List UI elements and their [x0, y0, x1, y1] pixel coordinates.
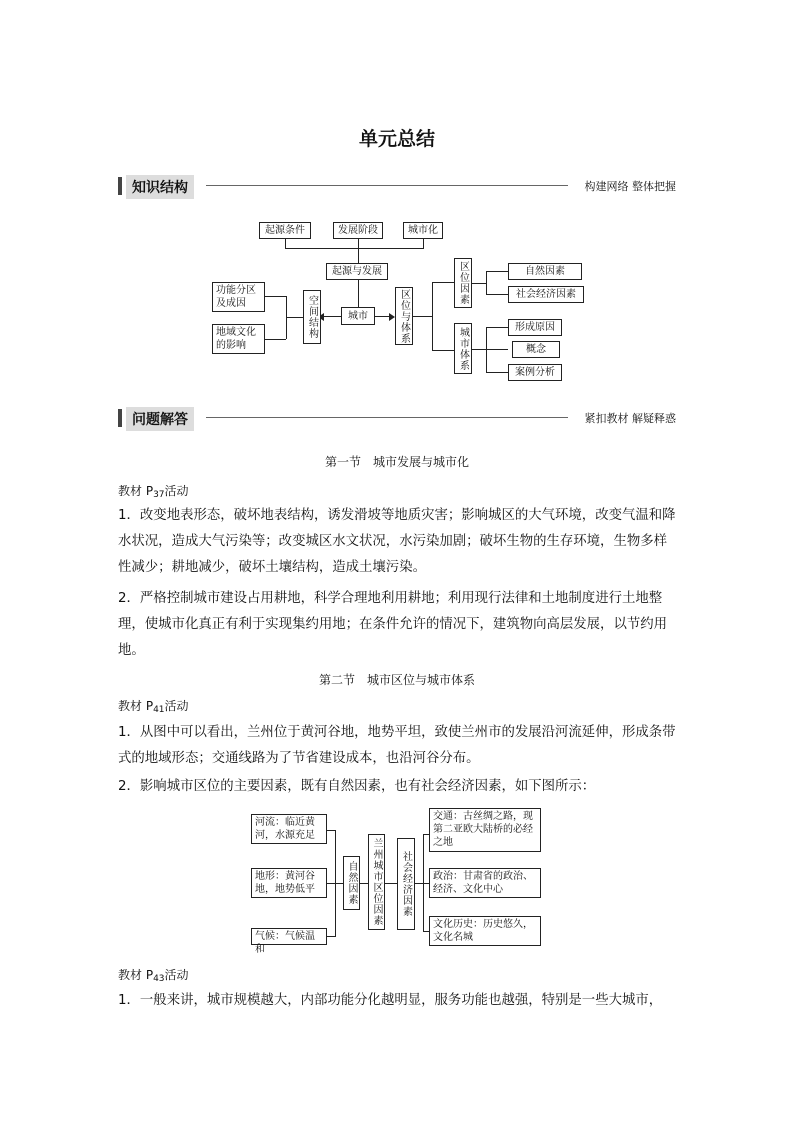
connector	[486, 349, 508, 350]
node-climate-text: 气候：气候温和	[255, 931, 315, 955]
section2-paragraph-1: 1．从图中可以看出，兰州位于黄河谷地，地势平坦，致使兰州市的发展沿河流延伸，形成条带式的地域形态；交通线路为了节省建设成本，也沿河谷分布。	[118, 725, 676, 766]
node-climate	[251, 928, 327, 955]
node-politics	[429, 868, 541, 898]
node-regional-culture-text: 地域文化的影响	[216, 327, 256, 351]
connector	[432, 282, 433, 350]
connector	[285, 239, 286, 248]
node-lanzhou: 兰州城市区位因素	[368, 834, 385, 930]
page-title: 单元总结	[358, 128, 435, 150]
node-regional-culture	[212, 324, 265, 354]
connector	[327, 830, 335, 831]
section3-textbook-label	[118, 966, 189, 984]
node-concept: 概念	[512, 341, 560, 358]
node-origin-conditions: 起源条件	[259, 222, 311, 239]
label-prefix: 教材 P	[118, 484, 154, 498]
connector	[423, 239, 424, 248]
section1-paragraph-2: 2．严格控制城市建设占用耕地，科学合理地利用耕地；利用现行法律和土地制度进行土地整理，使城市化真正有利于实现集约用地；在条件允许的情况下，建筑物向高层发展，以节约用地。	[118, 591, 668, 658]
node-location-factors: 区位因素	[454, 258, 472, 308]
node-formation: 形成原因	[508, 319, 562, 336]
node-river	[251, 814, 327, 844]
connector	[327, 883, 335, 884]
node-culture	[429, 916, 541, 946]
section-label: 问题解答	[126, 407, 194, 431]
connector	[286, 317, 303, 318]
label-suffix: 活动	[164, 968, 189, 982]
node-politics-text: 政治：甘肃省的政治、经济、文化中心	[433, 871, 533, 895]
node-location-system: 区位与体系	[395, 287, 413, 345]
node-river-text: 河流：临近黄河，水源充足	[255, 817, 315, 841]
node-city-system: 城市体系	[454, 323, 472, 374]
connector	[472, 283, 486, 284]
connector	[286, 296, 287, 339]
node-urbanization: 城市化	[403, 222, 443, 239]
connector	[486, 271, 508, 272]
label-prefix: 教材 P	[118, 699, 154, 713]
node-transport	[429, 808, 541, 852]
node-case: 案例分析	[508, 364, 562, 381]
section2-paragraph-2: 2．影响城市区位的主要因素，既有自然因素，也有社会经济因素，如下图所示：	[118, 779, 596, 794]
connector	[385, 883, 397, 884]
node-origin-dev: 起源与发展	[326, 263, 388, 280]
connector	[486, 294, 508, 295]
section1-textbook-label	[118, 482, 189, 500]
node-func-zone	[212, 282, 265, 312]
connector	[327, 936, 335, 937]
section-label: 知识结构	[126, 175, 194, 199]
connector	[486, 372, 508, 373]
section3-paragraph-1: 1．一般来讲，城市规模越大，内部功能分化越明显，服务功能也越强，特别是一些大城市，	[118, 993, 663, 1008]
section-header-qa	[118, 406, 676, 430]
node-culture-text: 文化历史：历史悠久，文化名城	[433, 919, 533, 943]
connector	[265, 296, 286, 297]
node-dev-stage: 发展阶段	[333, 222, 383, 239]
connector	[432, 282, 454, 283]
section2-textbook-label	[118, 697, 189, 715]
connector	[335, 883, 343, 884]
node-spatial-structure: 空间结构	[303, 290, 321, 344]
connector	[322, 316, 341, 317]
section-header-knowledge	[118, 174, 676, 198]
node-socioeconomic-factors: 社会经济因素	[508, 286, 584, 303]
node-transport-text: 交通：古丝绸之路，现第二亚欧大陆桥的必经之地	[433, 811, 533, 848]
node-socio: 社会经济因素	[397, 838, 415, 930]
section-bar	[118, 409, 122, 427]
section-tag: 紧扣教材 解疑释惑	[584, 412, 676, 425]
connector	[285, 248, 424, 249]
label-suffix: 活动	[164, 484, 189, 498]
connector	[472, 349, 486, 350]
node-city: 城市	[341, 307, 375, 325]
connector	[375, 316, 390, 317]
connector	[486, 271, 487, 294]
connector	[486, 327, 508, 328]
node-terrain-text: 地形：黄河谷地，地势低平	[255, 871, 315, 895]
label-suffix: 活动	[164, 699, 189, 713]
node-natural-factors: 自然因素	[508, 263, 582, 280]
label-prefix: 教材 P	[118, 968, 154, 982]
section-bar	[118, 177, 122, 195]
label-page: 43	[153, 974, 165, 984]
section-rule	[206, 185, 568, 186]
label-page: 37	[153, 490, 165, 500]
connector	[265, 339, 286, 340]
label-page: 41	[153, 705, 165, 715]
node-natural: 自然因素	[343, 856, 360, 910]
section-tag: 构建网络 整体把握	[584, 180, 676, 193]
connector	[432, 350, 454, 351]
section-rule	[206, 417, 568, 418]
connector	[358, 280, 359, 307]
section1-paragraph-1: 1．改变地表形态，破坏地表结构，诱发滑坡等地质灾害；影响城区的大气环境，改变气温和降水状况，造成大气污染等；改变城区水文状况，水污染加剧；破坏生物的生存环境，生物多样性减少；耕地减少，破坏土壤结构，造成土壤污染。	[118, 508, 676, 575]
connector	[413, 316, 432, 317]
connector	[415, 883, 423, 884]
section2-heading: 第二节 城市区位与城市体系	[318, 673, 475, 687]
section1-heading: 第一节 城市发展与城市化	[324, 455, 469, 469]
node-terrain	[251, 868, 327, 898]
connector	[358, 239, 359, 263]
connector	[360, 883, 368, 884]
node-func-zone-text: 功能分区及成因	[216, 285, 256, 309]
